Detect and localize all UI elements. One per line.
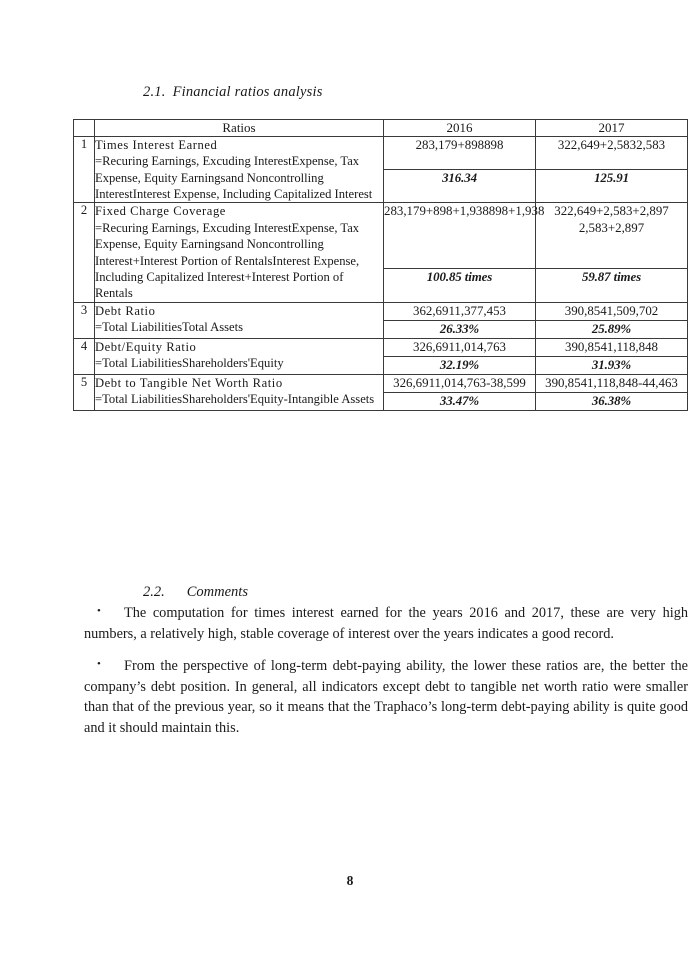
bullet-icon: • bbox=[97, 657, 101, 670]
row-ratio-name bbox=[95, 302, 384, 338]
ratio-title: Fixed Charge Coverage bbox=[95, 204, 226, 219]
comment-item bbox=[84, 603, 688, 645]
table-row bbox=[74, 203, 688, 268]
ratio-formula: =Recuring Earnings, Excuding InterestExpense, Tax Expense, Equity Earningsand Noncontrolling Interest+Interest Portion of RentalsInterest Expense, Including Capitalized Interest+Interest Portion of Rentals bbox=[95, 220, 360, 301]
header-ratios: Ratios bbox=[95, 120, 384, 137]
bullet-icon: • bbox=[97, 605, 101, 617]
header-year-2017: 2017 bbox=[536, 120, 688, 137]
row-result-2016: 26.33% bbox=[384, 320, 536, 338]
comment-text: The computation for times interest earned for the years 2016 and 2017, these are very high numbers, a relatively high, stable coverage of interest over the years indicates a good record. bbox=[84, 605, 688, 642]
section-heading-comments bbox=[143, 584, 248, 601]
row-index: 3 bbox=[74, 302, 95, 338]
row-value-2016: 326,6911,014,763 bbox=[384, 338, 536, 356]
row-value-2017: 322,649+2,5832,583 bbox=[536, 137, 688, 170]
ratio-formula: =Total LiabilitiesShareholders'Equity bbox=[95, 356, 284, 371]
ratio-formula: =Total LiabilitiesShareholders'Equity-Intangible Assets bbox=[95, 392, 375, 407]
ratio-title: Times Interest Earned bbox=[95, 138, 218, 152]
row-ratio-name bbox=[95, 203, 384, 302]
ratio-title: Debt Ratio bbox=[95, 303, 156, 318]
row-value-2017: 390,8541,118,848-44,463 bbox=[536, 374, 688, 392]
table-header-row bbox=[74, 120, 688, 137]
financial-ratios-table bbox=[73, 119, 688, 411]
table-row bbox=[74, 137, 688, 170]
row-index: 4 bbox=[74, 338, 95, 374]
row-result-2016: 100.85 times bbox=[384, 268, 536, 302]
table-row bbox=[74, 302, 688, 320]
row-value-2017: 322,649+2,583+2,897 2,583+2,897 bbox=[536, 203, 688, 268]
page-number: 8 bbox=[346, 873, 354, 888]
row-ratio-name bbox=[95, 137, 384, 203]
row-index: 1 bbox=[74, 137, 95, 203]
ratio-title: Debt/Equity Ratio bbox=[95, 339, 197, 354]
section-title-22: Comments bbox=[186, 584, 248, 600]
row-value-2017: 390,8541,509,702 bbox=[536, 302, 688, 320]
comment-item bbox=[84, 656, 688, 739]
header-year-2016: 2016 bbox=[384, 120, 536, 137]
row-value-2017: 390,8541,118,848 bbox=[536, 338, 688, 356]
table-row bbox=[74, 338, 688, 356]
row-value-2016: 283,179+898+1,938898+1,938 bbox=[384, 203, 536, 268]
section-heading-financial-ratios bbox=[143, 84, 323, 101]
ratio-formula: =Recuring Earnings, Excuding InterestExpense, Tax Expense, Equity Earningsand Noncontrolling InterestInterest Expense, Including Capitalized Interest bbox=[95, 154, 373, 202]
row-result-2017: 36.38% bbox=[536, 392, 688, 410]
row-result-2017: 31.93% bbox=[536, 356, 688, 374]
section-number-21: 2.1. bbox=[143, 84, 166, 100]
row-value-2016: 326,6911,014,763-38,599 bbox=[384, 374, 536, 392]
row-value-2016: 362,6911,377,453 bbox=[384, 302, 536, 320]
row-ratio-name bbox=[95, 338, 384, 374]
ratio-title: Debt to Tangible Net Worth Ratio bbox=[95, 375, 283, 390]
row-result-2016: 33.47% bbox=[384, 392, 536, 410]
comment-text: From the perspective of long-term debt-paying ability, the lower these ratios are, the better the company’s debt position. In general, all indicators except debt to tangible net worth ratio were smaller than that of the previous year, so it means that the Traphaco’s long-term debt-paying ability is quite good and it should maintain this. bbox=[84, 657, 688, 737]
row-ratio-name bbox=[95, 374, 384, 410]
row-result-2016: 32.19% bbox=[384, 356, 536, 374]
ratio-formula: =Total LiabilitiesTotal Assets bbox=[95, 319, 244, 334]
row-result-2017: 59.87 times bbox=[536, 268, 688, 302]
table-row bbox=[74, 374, 688, 392]
section-number-22: 2.2. bbox=[143, 584, 165, 600]
header-index bbox=[74, 120, 95, 137]
row-result-2017: 125.91 bbox=[536, 170, 688, 203]
row-index: 5 bbox=[74, 374, 95, 410]
row-index: 2 bbox=[74, 203, 95, 302]
row-result-2017: 25.89% bbox=[536, 320, 688, 338]
row-value-2016: 283,179+898898 bbox=[384, 137, 536, 170]
row-result-2016: 316.34 bbox=[384, 170, 536, 203]
section-title-21: Financial ratios analysis bbox=[172, 84, 323, 100]
comments-list bbox=[84, 603, 688, 750]
